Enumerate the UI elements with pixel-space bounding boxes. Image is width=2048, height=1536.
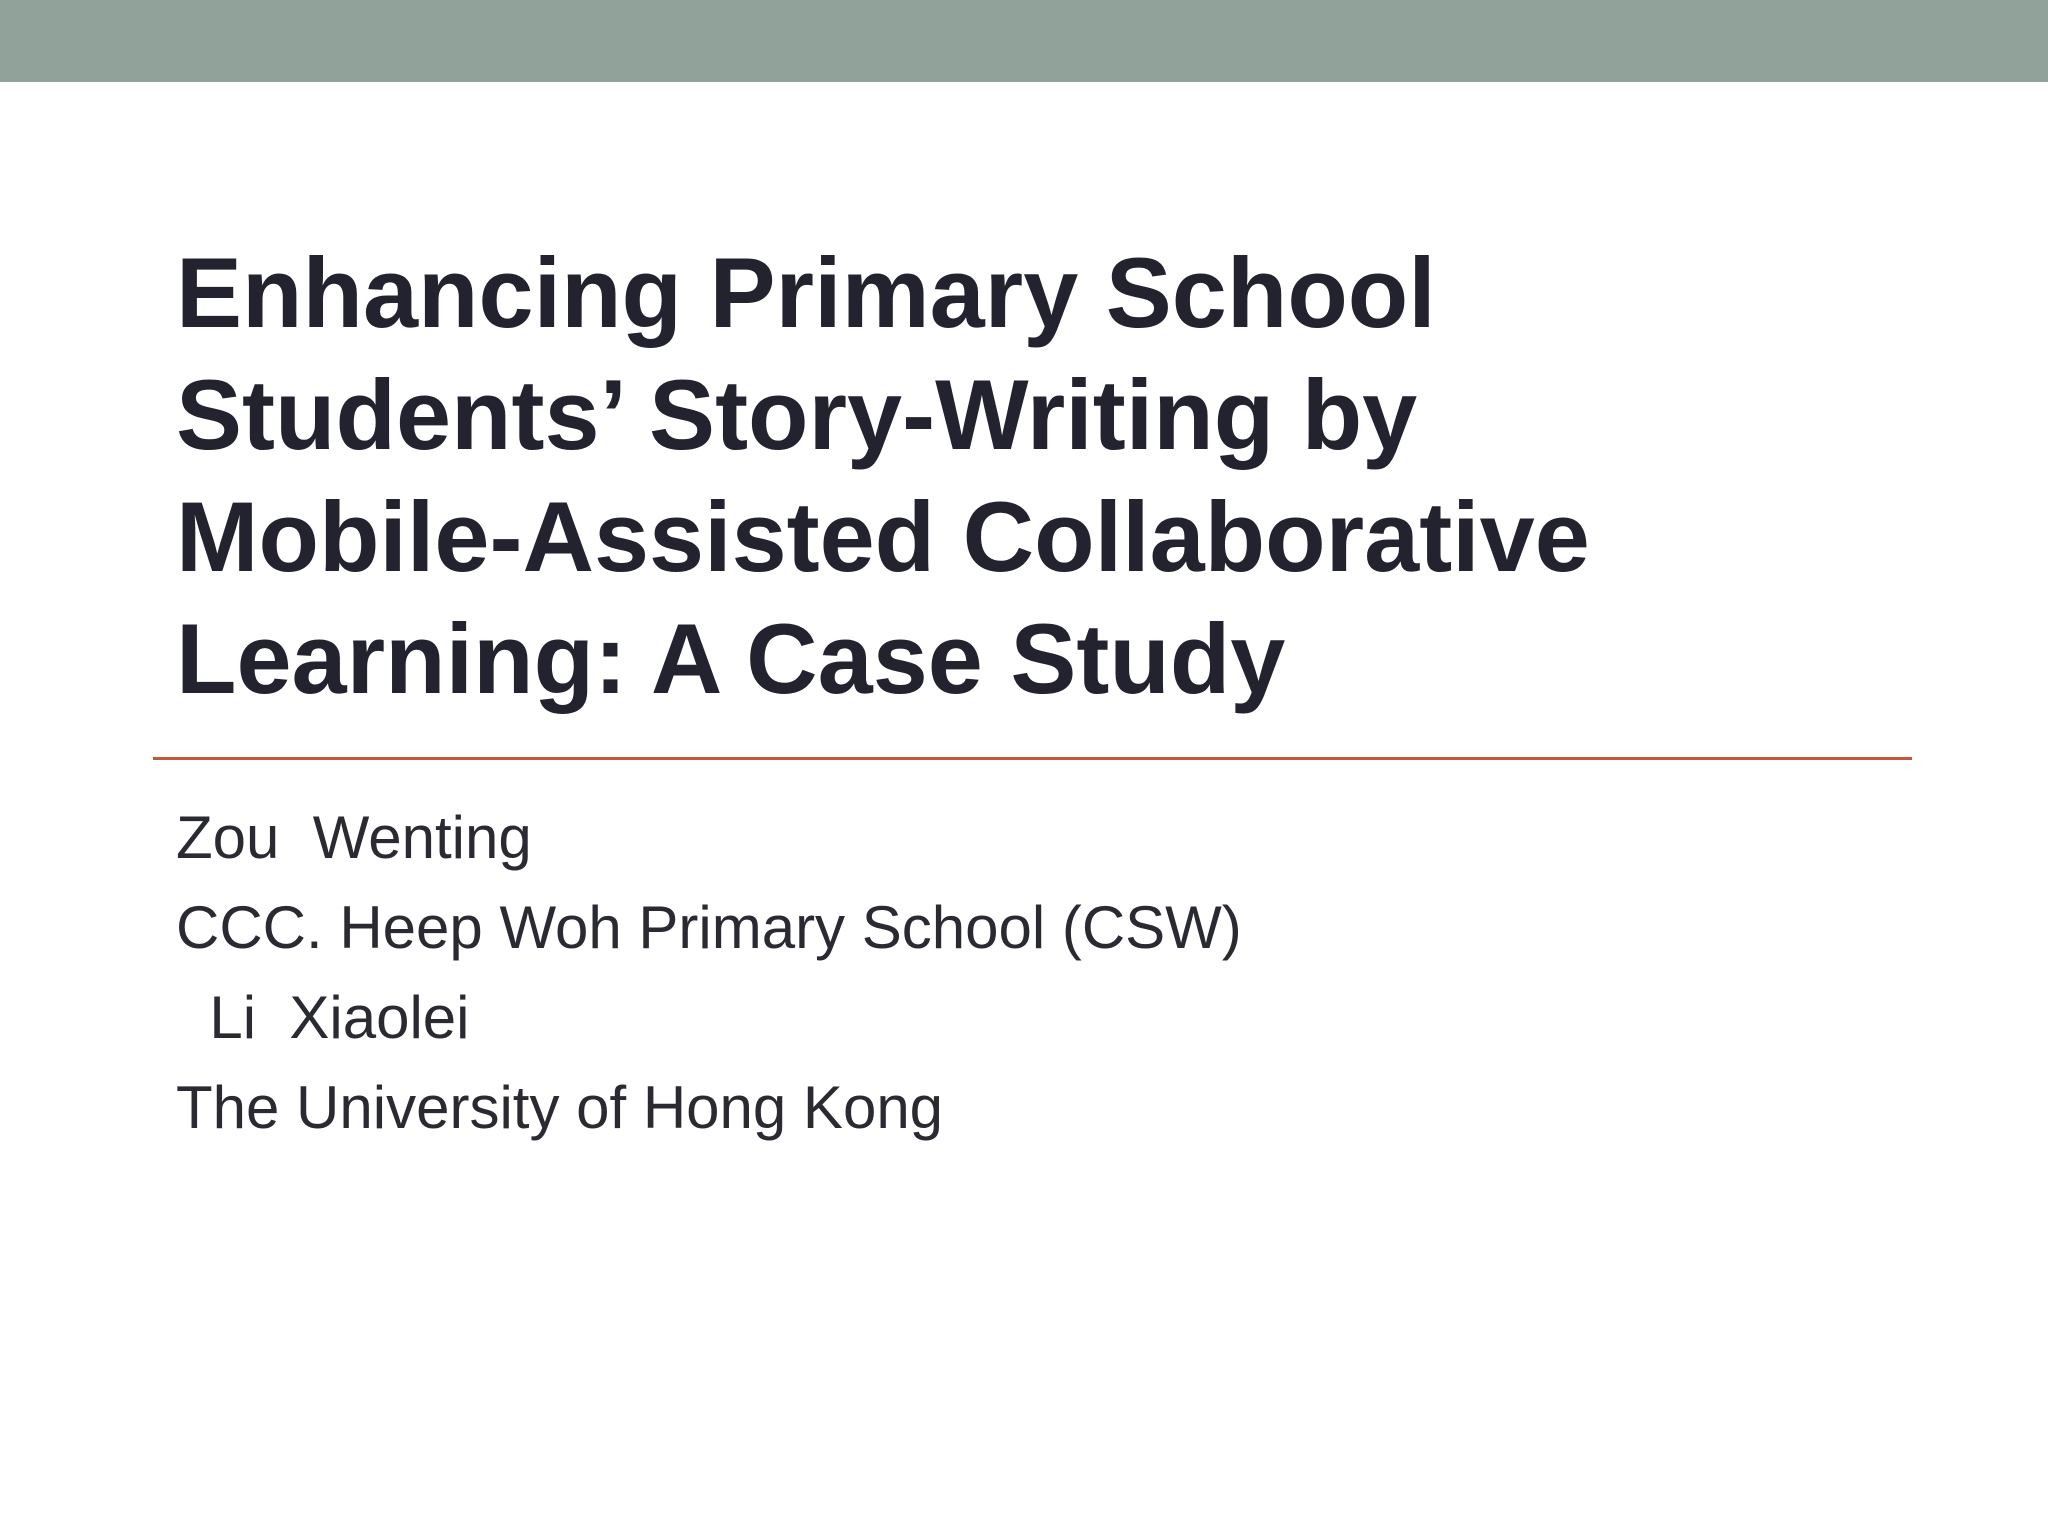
author-name-1: Zou Wenting xyxy=(176,804,532,871)
slide-subtitle xyxy=(176,793,1876,1153)
slide-title-line-4: Learning: A Case Study xyxy=(176,603,1286,714)
slide-title-line-2: Students’ Story-Writing by xyxy=(176,359,1418,470)
title-divider xyxy=(153,757,1912,760)
author-name-2: Li Xiaolei xyxy=(176,984,470,1051)
author-affiliation-1: CCC. Heep Woh Primary School (CSW) xyxy=(176,894,1242,961)
slide-title-line-1: Enhancing Primary School xyxy=(176,237,1436,348)
top-accent-bar xyxy=(0,0,2048,82)
author-affiliation-2: The University of Hong Kong xyxy=(176,1074,944,1141)
slide-title-line-3: Mobile-Assisted Collaborative xyxy=(176,481,1590,592)
slide-title xyxy=(176,232,1956,720)
